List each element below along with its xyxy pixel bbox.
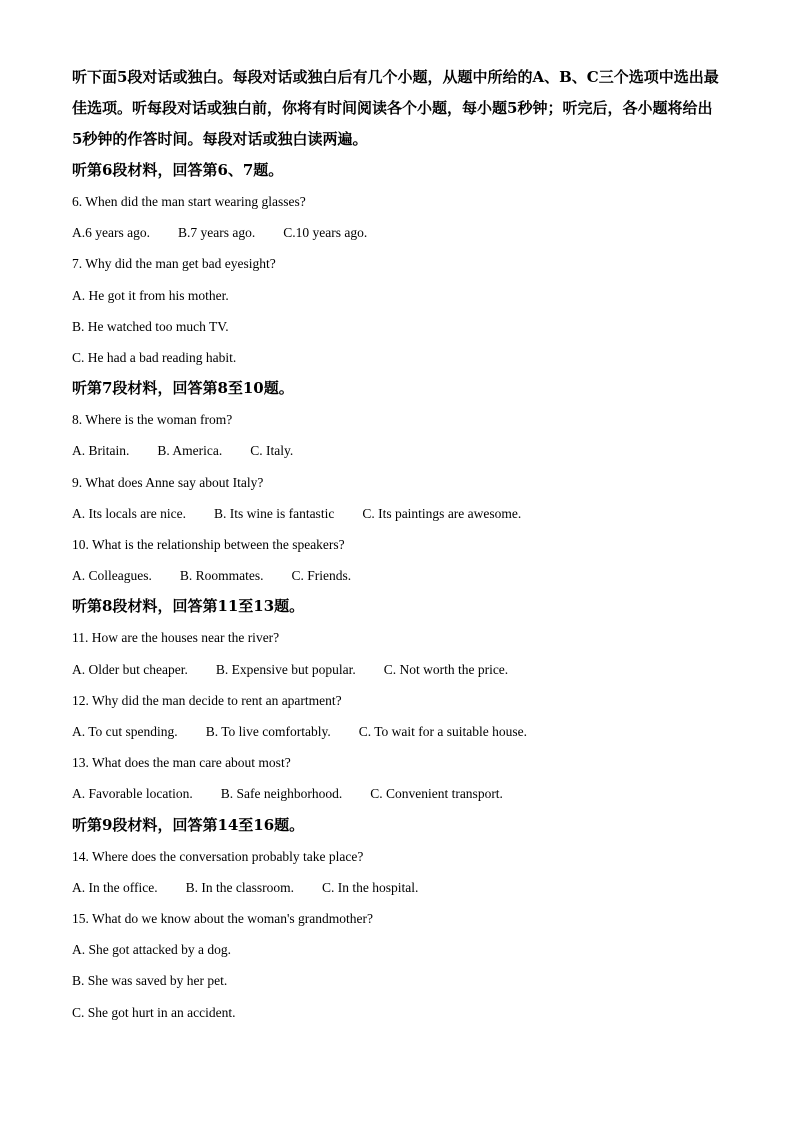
question-text: 12. Why did the man decide to rent an apartment? <box>72 692 342 708</box>
answer-option: A. Its locals are nice. <box>72 505 186 521</box>
question-text: 15. What do we know about the woman's grandmother? <box>72 911 373 927</box>
answer-option: B.7 years ago. <box>177 225 256 241</box>
answer-option: B. To live comfortably. <box>205 724 331 740</box>
answer-option: B. He watched too much TV. <box>72 318 229 334</box>
question-text: 14. Where does the conversation probably take place? <box>72 848 364 864</box>
section-heading: 听第6段材料，回答第6、7题。 <box>72 161 284 179</box>
answer-option: B. Roommates. <box>179 568 264 584</box>
answer-option: B. Its wine is fantastic <box>213 505 335 521</box>
answer-option: A. To cut spending. <box>72 724 178 740</box>
question-text: 7. Why did the man get bad eyesight? <box>72 256 276 272</box>
answer-option: A. Britain. <box>72 443 130 459</box>
answer-option: C. To wait for a suitable house. <box>358 724 528 740</box>
question-sections <box>72 155 722 1028</box>
options-row <box>72 716 722 747</box>
answer-option: C. Friends. <box>291 568 352 584</box>
answer-option: B. Safe neighborhood. <box>220 786 343 802</box>
answer-option: A.6 years ago. <box>72 225 150 241</box>
answer-option: B. Expensive but popular. <box>215 661 356 677</box>
answer-option: C. Not worth the price. <box>383 661 509 677</box>
options-row <box>72 498 722 529</box>
options-row <box>72 435 722 466</box>
answer-option: B. She was saved by her pet. <box>72 973 228 989</box>
answer-option: C.10 years ago. <box>283 225 368 241</box>
answer-option: A. Older but cheaper. <box>72 661 188 677</box>
answer-option: B. America. <box>157 443 223 459</box>
answer-option: C. She got hurt in an accident. <box>72 1004 236 1020</box>
question-text: 9. What does Anne say about Italy? <box>72 474 264 490</box>
options-row <box>72 872 722 903</box>
answer-option: A. In the office. <box>72 879 158 895</box>
answer-option: C. Italy. <box>250 443 294 459</box>
instructions-paragraph: 听下面5段对话或独白。每段对话或独白后有几个小题，从题中所给的A、B、C三个选项中选出最佳选项。听每段对话或独白前，你将有时间阅读各个小题，每小题5秒钟；听完后，各小题将给出5秒钟的作答时间。每段对话或独白读两遍。 <box>72 68 719 148</box>
answer-option: C. Convenient transport. <box>370 786 503 802</box>
section-heading: 听第7段材料，回答第8至10题。 <box>72 379 294 398</box>
answer-option: C. Its paintings are awesome. <box>362 505 522 521</box>
options-row <box>72 778 722 809</box>
question-text: 10. What is the relationship between the speakers? <box>72 537 345 553</box>
question-text: 8. Where is the woman from? <box>72 412 233 428</box>
question-text: 11. How are the houses near the river? <box>72 630 280 646</box>
question-text: 6. When did the man start wearing glasses? <box>72 194 306 209</box>
answer-option: A. Favorable location. <box>72 786 193 802</box>
options-row <box>72 654 722 685</box>
options-row <box>72 217 722 248</box>
answer-option: C. He had a bad reading habit. <box>72 350 237 366</box>
answer-option: B. In the classroom. <box>185 879 294 895</box>
answer-option: A. Colleagues. <box>72 568 152 584</box>
section-heading: 听第8段材料，回答第11至13题。 <box>72 597 305 616</box>
answer-option: A. He got it from his mother. <box>72 287 229 303</box>
answer-option: C. In the hospital. <box>321 879 419 895</box>
document-page <box>72 62 722 1028</box>
section-heading: 听第9段材料，回答第14至16题。 <box>72 815 305 834</box>
question-text: 13. What does the man care about most? <box>72 755 291 771</box>
options-row <box>72 560 722 591</box>
answer-option: A. She got attacked by a dog. <box>72 942 231 958</box>
